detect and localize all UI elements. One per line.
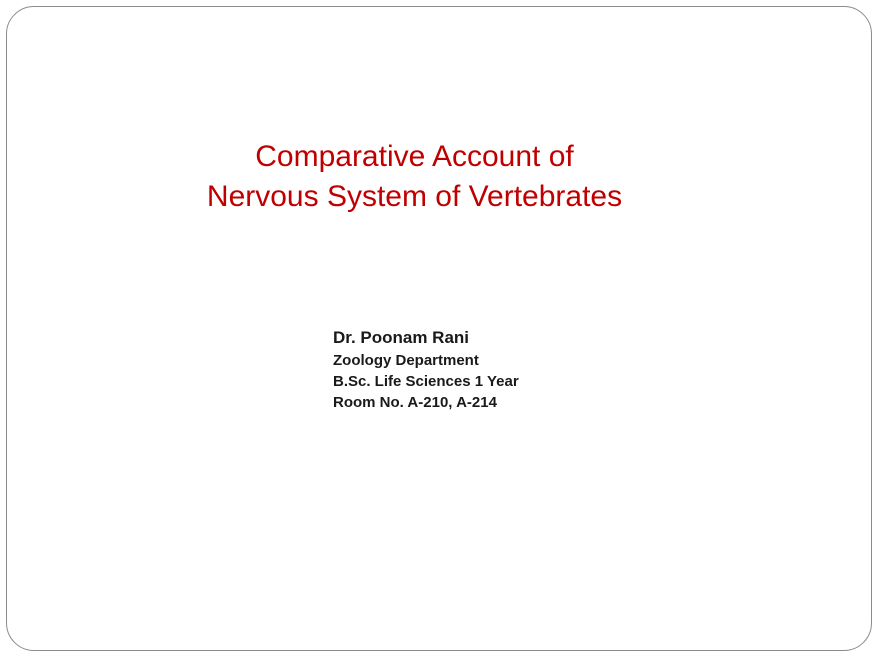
slide-title-line-1: Comparative Account of [255,140,574,173]
author-block [333,326,519,413]
slide-title [7,137,822,217]
author-course: B.Sc. Life Sciences 1 Year [333,373,519,390]
slide [6,6,872,651]
author-name: Dr. Poonam Rani [333,328,470,347]
author-room: Room No. A-210, A-214 [333,394,497,411]
slide-title-line-2: Nervous System of Vertebrates [206,180,623,213]
author-department: Zoology Department [333,352,479,369]
